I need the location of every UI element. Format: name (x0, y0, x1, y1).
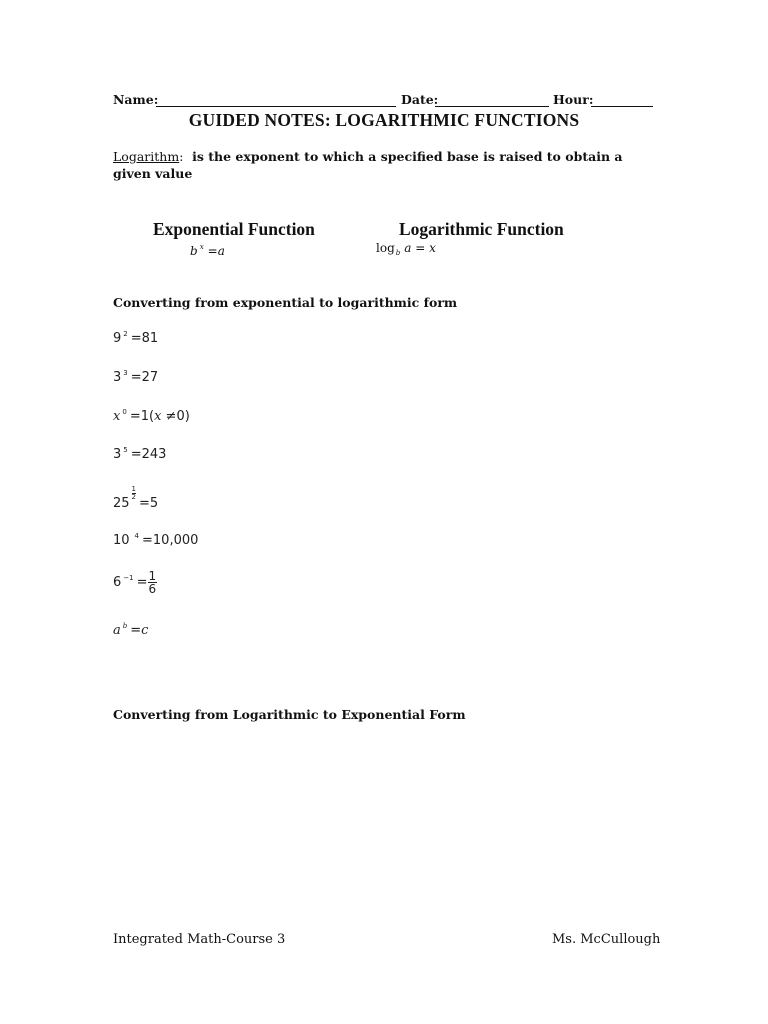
example-3 (113, 408, 190, 424)
example-result: =10,000 (142, 533, 199, 548)
example-5 (113, 486, 158, 511)
example-exponent: −1 (123, 574, 134, 582)
exponent-numerator: 1 (131, 485, 137, 493)
example-result: =1( (129, 409, 155, 424)
fraction-denominator: 6 (148, 582, 157, 596)
example-result-variable: c (141, 623, 149, 638)
example-6 (113, 532, 198, 548)
definition-colon: : (179, 149, 184, 164)
exponential-formula (190, 243, 225, 258)
example-condition-variable: x (154, 409, 162, 424)
example-result: =5 (139, 496, 159, 511)
example-result: = (130, 623, 142, 638)
date-field[interactable] (435, 106, 549, 107)
hour-field[interactable] (591, 106, 653, 107)
footer-course: Integrated Math-Course 3 (113, 932, 286, 947)
hour-label: Hour: (553, 92, 594, 107)
example-exponent: 4 (134, 532, 140, 540)
logarithmic-function-heading: Logarithmic Function (399, 219, 564, 239)
exponential-function-heading: Exponential Function (153, 219, 315, 239)
example-base: 3 (113, 370, 122, 385)
log-formula-base: b (395, 249, 401, 257)
example-base: 9 (113, 331, 122, 346)
example-4 (113, 446, 166, 462)
example-7 (113, 570, 157, 595)
date-label: Date: (401, 92, 439, 107)
log-formula-log: log (376, 241, 395, 255)
section-exp-to-log-heading: Converting from exponential to logarithmic form (113, 295, 458, 310)
example-condition: ≠0) (165, 409, 190, 424)
exp-formula-exponent: x (199, 243, 204, 251)
logarithmic-formula (376, 241, 436, 257)
example-base: x (113, 409, 121, 424)
definition-text: is the exponent to which a specified base is raised to obtain a given value (113, 149, 623, 181)
section-log-to-exp-heading: Converting from Logarithmic to Exponential Form (113, 707, 466, 722)
example-result: =243 (130, 447, 167, 462)
example-base: 6 (113, 575, 122, 590)
example-exponent: 2 (123, 330, 128, 338)
name-label: Name: (113, 92, 159, 107)
example-exponent: 0 (122, 408, 127, 416)
exp-formula-base: b (190, 244, 198, 258)
definition-term: Logarithm (113, 149, 180, 164)
example-base: 10 (113, 533, 130, 548)
example-exponent: b (122, 622, 128, 630)
example-result: = (136, 575, 148, 590)
example-base: 25 (113, 496, 130, 511)
example-1 (113, 330, 158, 346)
page-title: GUIDED NOTES: LOGARITHMIC FUNCTIONS (188, 110, 580, 130)
exp-formula-rest: =a (207, 244, 225, 258)
example-result: =27 (130, 370, 159, 385)
footer-teacher: Ms. McCullough (552, 932, 661, 947)
example-result: =81 (130, 331, 159, 346)
logarithm-definition (113, 148, 653, 182)
exponent-denominator: 2 (131, 493, 137, 501)
example-base: a (113, 623, 121, 638)
example-base: 3 (113, 447, 122, 462)
example-fraction-exponent (132, 486, 136, 501)
example-exponent: 5 (123, 446, 128, 454)
name-field[interactable] (156, 106, 396, 107)
log-formula-rest: a = x (404, 241, 436, 255)
example-exponent: 3 (123, 369, 128, 377)
fraction-numerator: 1 (148, 569, 157, 583)
header-row (113, 90, 653, 110)
example-8 (113, 622, 148, 638)
example-fraction (148, 570, 158, 595)
example-2 (113, 369, 158, 385)
